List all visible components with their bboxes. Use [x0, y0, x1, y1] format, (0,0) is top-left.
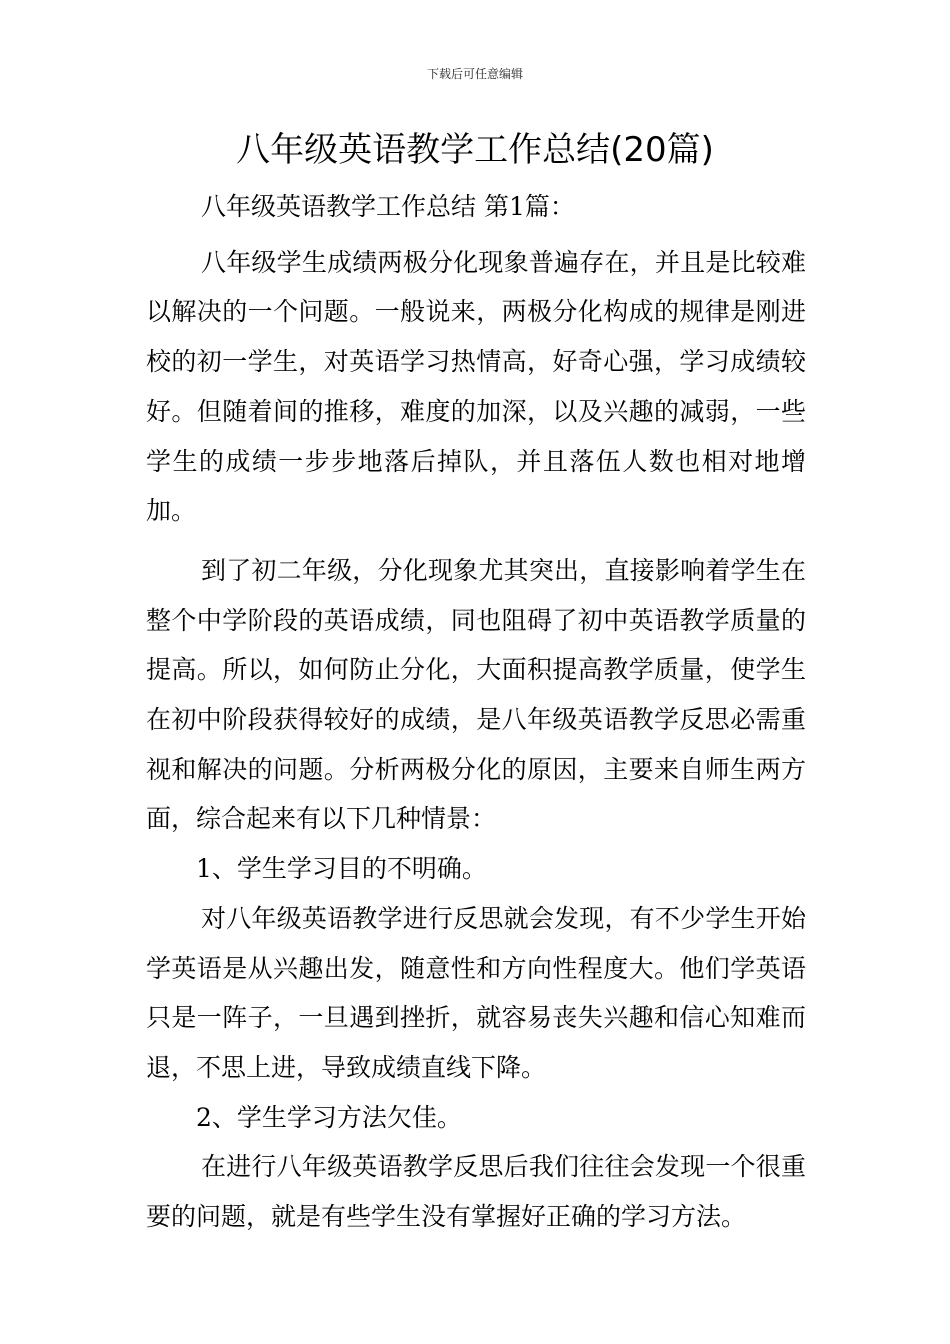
header-note: 下载后可任意编辑: [426, 67, 523, 81]
paragraph: 到了初二年级，分化现象尤其突出，直接影响着学生在整个中学阶段的英语成绩，同也阻碍了初中英语教学质量的提高。所以，如何防止分化，大面积提高教学质量，使学生在初中阶段获得较好的成绩，是八年级英语教学反思必需重视和解决的问题。分析两极分化的原因，主要来自师生两方面，综合起来有以下几种情景：: [146, 555, 806, 834]
document-subtitle: 八年级英语教学工作总结 第1篇：: [201, 192, 575, 221]
paragraph: 在进行八年级英语教学反思后我们往往会发现一个很重要的问题，就是有些学生没有掌握好正确的学习方法。: [146, 1152, 806, 1232]
list-item: 1、学生学习目的不明确。: [196, 854, 487, 884]
document-body: [146, 182, 806, 1242]
list-item: 2、学生学习方法欠佳。: [196, 1102, 462, 1132]
paragraph: 对八年级英语教学进行反思就会发现，有不少学生开始学英语是从兴趣出发，随意性和方向性程度大。他们学英语只是一阵子，一旦遇到挫折，就容易丧失兴趣和信心知难而退，不思上进，导致成绩直线下降。: [146, 903, 806, 1082]
document-title: 八年级英语教学工作总结(20篇): [236, 130, 714, 170]
paragraph: 八年级学生成绩两极分化现象普遍存在，并且是比较难以解决的一个问题。一般说来，两极分化构成的规律是刚进校的初一学生，对英语学习热情高，好奇心强，学习成绩较好。但随着间的推移，难度的加深，以及兴趣的减弱，一些学生的成绩一步步地落后掉队，并且落伍人数也相对地增加。: [146, 247, 806, 526]
